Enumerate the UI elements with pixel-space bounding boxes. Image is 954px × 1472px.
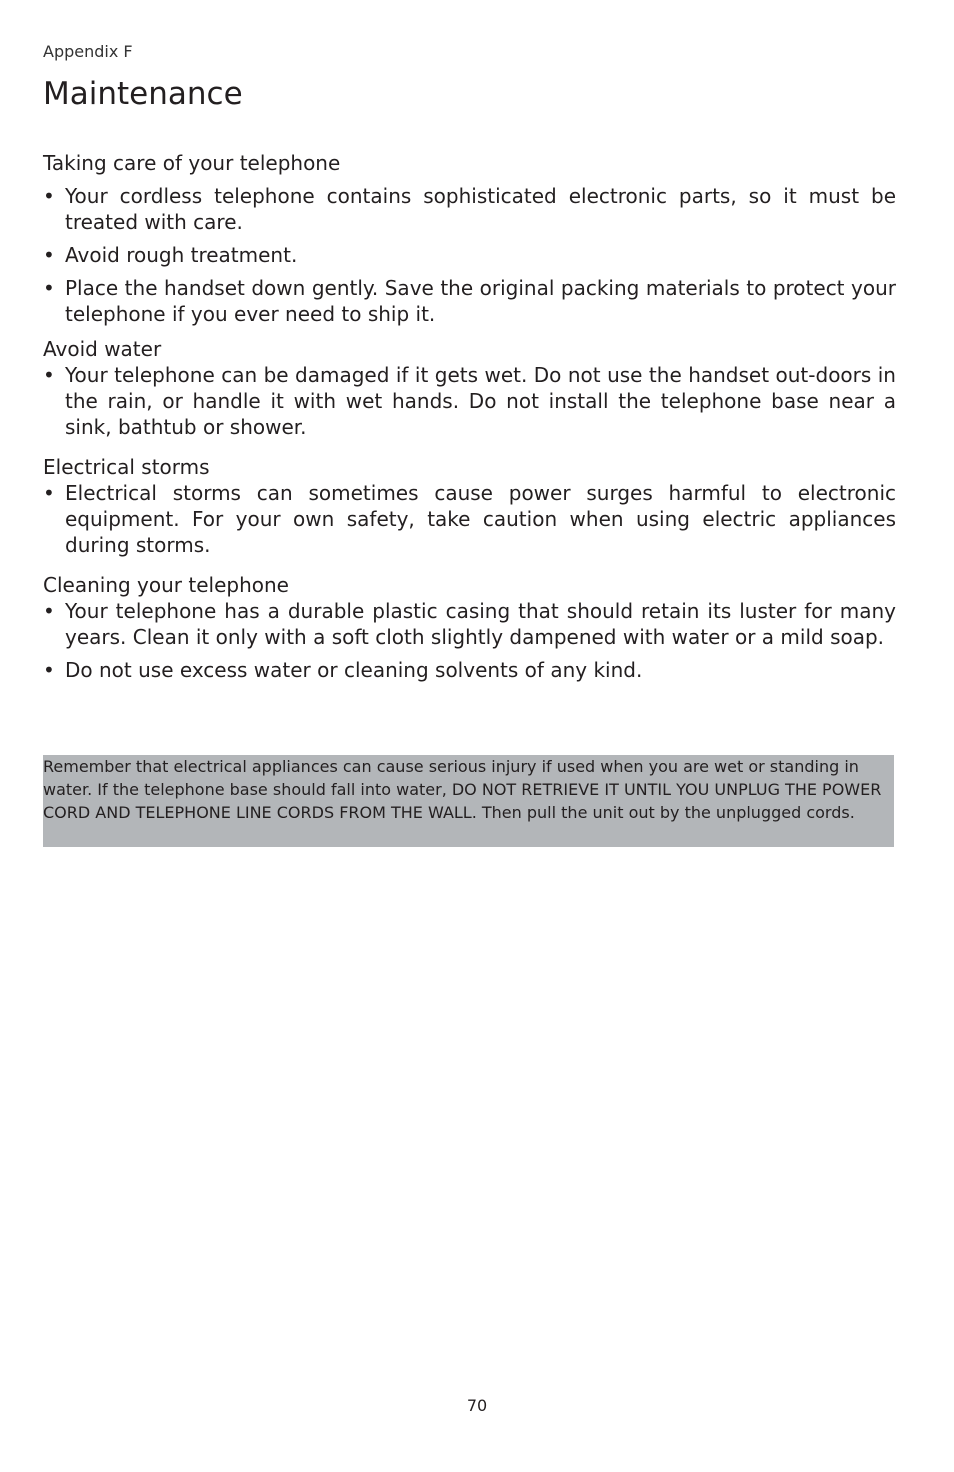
section-heading: Electrical storms (43, 455, 210, 479)
section-avoid-water (43, 336, 896, 440)
list-item: • Your telephone can be damaged if it gets wet. Do not use the handset out-doors in the rain, or handle it with wet hands. Do not install the telephone base near a sink, bathtub or shower. (43, 362, 896, 440)
section-electrical-storms (43, 454, 896, 558)
content-body (43, 150, 896, 690)
page-title: Maintenance (43, 76, 243, 112)
page-number: 70 (466, 1396, 488, 1415)
section-taking-care (43, 150, 896, 327)
list-item: • Do not use excess water or cleaning solvents of any kind. (43, 657, 896, 683)
bullet-list (43, 362, 896, 440)
section-heading: Avoid water (43, 337, 162, 361)
bullet-list (43, 598, 896, 683)
appendix-label: Appendix F (43, 42, 133, 61)
list-item: • Your cordless telephone contains sophisticated electronic parts, so it must be treated with care. (43, 183, 896, 235)
bullet-list (43, 480, 896, 558)
warning-box: Remember that electrical appliances can cause serious injury if used when you are wet or standing in water. If the telephone base should fall into water, DO NOT RETRIEVE IT UNTIL YOU UNPLUG THE POWER CORD AND TELEPHONE LINE CORDS FROM THE WALL. Then pull the unit out by the unplugged cords. (43, 755, 894, 847)
section-heading: Taking care of your telephone (43, 151, 341, 175)
list-item: • Your telephone has a durable plastic casing that should retain its luster for many years. Clean it only with a soft cloth slightly dampened with water or a mild soap. (43, 598, 896, 650)
list-item: • Electrical storms can sometimes cause power surges harmful to electronic equipment. For your own safety, take caution when using electric appliances during storms. (43, 480, 896, 558)
list-item: • Avoid rough treatment. (43, 242, 896, 268)
list-item: • Place the handset down gently. Save the original packing materials to protect your telephone if you ever need to ship it. (43, 275, 896, 327)
section-cleaning (43, 572, 896, 683)
bullet-list (43, 183, 896, 327)
section-heading: Cleaning your telephone (43, 573, 289, 597)
